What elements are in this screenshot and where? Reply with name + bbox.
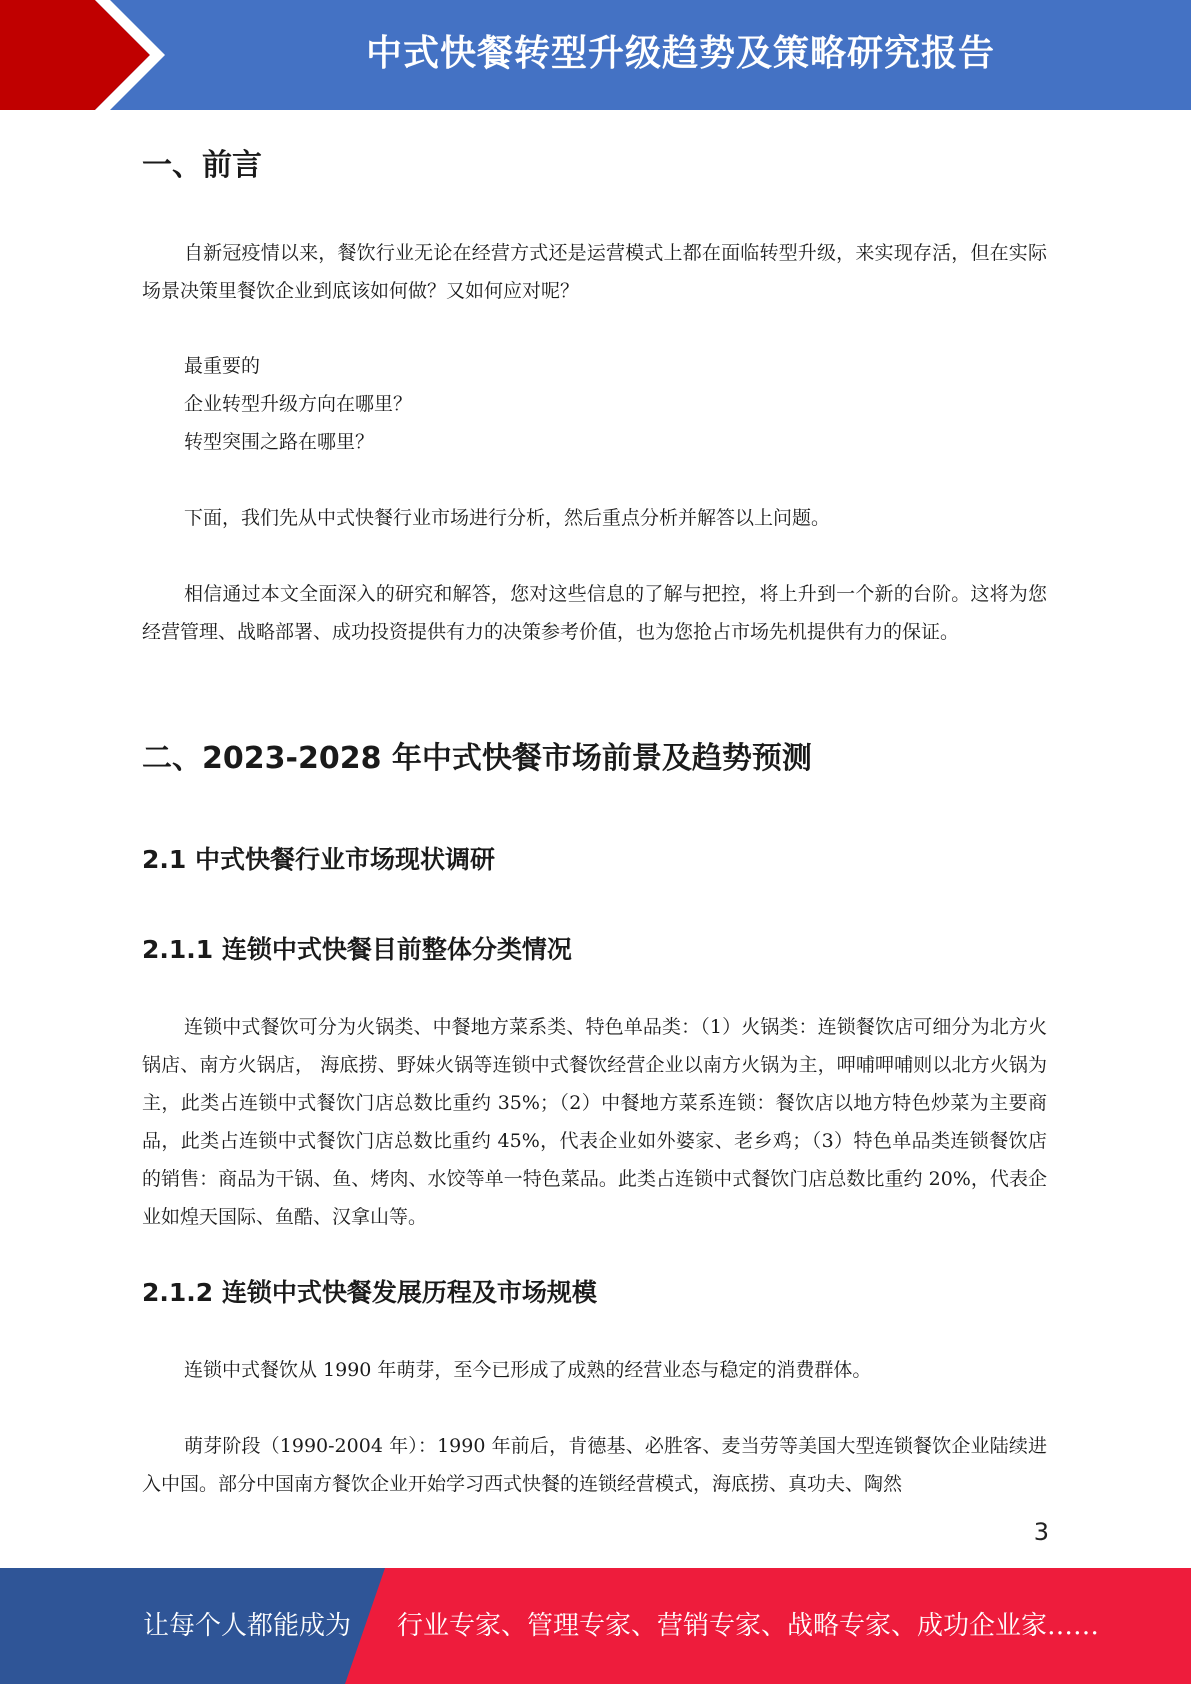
page-number: 3 bbox=[1033, 1518, 1049, 1546]
section-2-heading: 二、2023-2028 年中式快餐市场前景及趋势预测 bbox=[142, 741, 812, 776]
analysis-paragraph: 下面，我们先从中式快餐行业市场进行分析，然后重点分析并解答以上问题。 bbox=[184, 507, 831, 529]
value-paragraph: 相信通过本文全面深入的研究和解答，您对这些信息的了解与把控，将上升到一个新的台阶。这将为您经营管理、战略部署、成功投资提供有力的决策参考价值，也为您抢占市场先机提供有力的保证。 bbox=[142, 583, 1047, 643]
classification-paragraph: 连锁中式餐饮可分为火锅类、中餐地方菜系类、特色单品类：（1）火锅类：连锁餐饮店可细分为北方火锅店、南方火锅店， 海底捞、野妹火锅等连锁中式餐饮经营企业以南方火锅为主，呷哺呷哺则以北方火锅为主，此类占连锁中式餐饮门店总数比重约 35%；（2）中餐地方菜系连锁：餐饮店以地方特色炒菜为主要商品，此类占连锁中式餐饮门店总数比重约 45%，代表企业如外婆家、老乡鸡；（3）特色单品类连锁餐饮店的销售：商品为干锅、鱼、烤肉、水饺等单一特色菜品。此类占连锁中式餐饮门店总数比重约 20%，代表企业如煌天国际、鱼酷、汉拿山等。 bbox=[142, 1016, 1047, 1228]
history-stage-paragraph: 萌芽阶段（1990-2004 年）：1990 年前后，肯德基、必胜客、麦当劳等美国大型连锁餐饮企业陆续进入中国。部分中国南方餐饮企业开始学习西式快餐的连锁经营模式，海底捞、真功夫、陶然 bbox=[142, 1435, 1047, 1495]
footer-slogan-right: 行业专家、管理专家、营销专家、战略专家、成功企业家…… bbox=[397, 1611, 1100, 1641]
subsection-2-1-heading: 2.1 中式快餐行业市场现状调研 bbox=[142, 845, 495, 874]
intro-paragraph: 自新冠疫情以来，餐饮行业无论在经营方式还是运营模式上都在面临转型升级，来实现存活，但在实际场景决策里餐饮企业到底该如何做？又如何应对呢？ bbox=[142, 242, 1047, 302]
header-banner bbox=[0, 0, 1191, 110]
subsection-2-1-1-heading: 2.1.1 连锁中式快餐目前整体分类情况 bbox=[142, 935, 572, 964]
question-line-2: 企业转型升级方向在哪里？ bbox=[184, 393, 413, 415]
footer-slogan-left: 让每个人都能成为 bbox=[143, 1611, 352, 1641]
history-intro-paragraph: 连锁中式餐饮从 1990 年萌芽，至今已形成了成熟的经营业态与稳定的消费群体。 bbox=[184, 1359, 872, 1381]
footer-banner bbox=[0, 1568, 1191, 1684]
question-line-3: 转型突围之路在哪里？ bbox=[184, 431, 375, 453]
section-1-heading: 一、前言 bbox=[142, 148, 262, 183]
question-line-1: 最重要的 bbox=[184, 355, 261, 377]
document-title: 中式快餐转型升级趋势及策略研究报告 bbox=[365, 33, 995, 74]
subsection-2-1-2-heading: 2.1.2 连锁中式快餐发展历程及市场规模 bbox=[142, 1278, 597, 1307]
